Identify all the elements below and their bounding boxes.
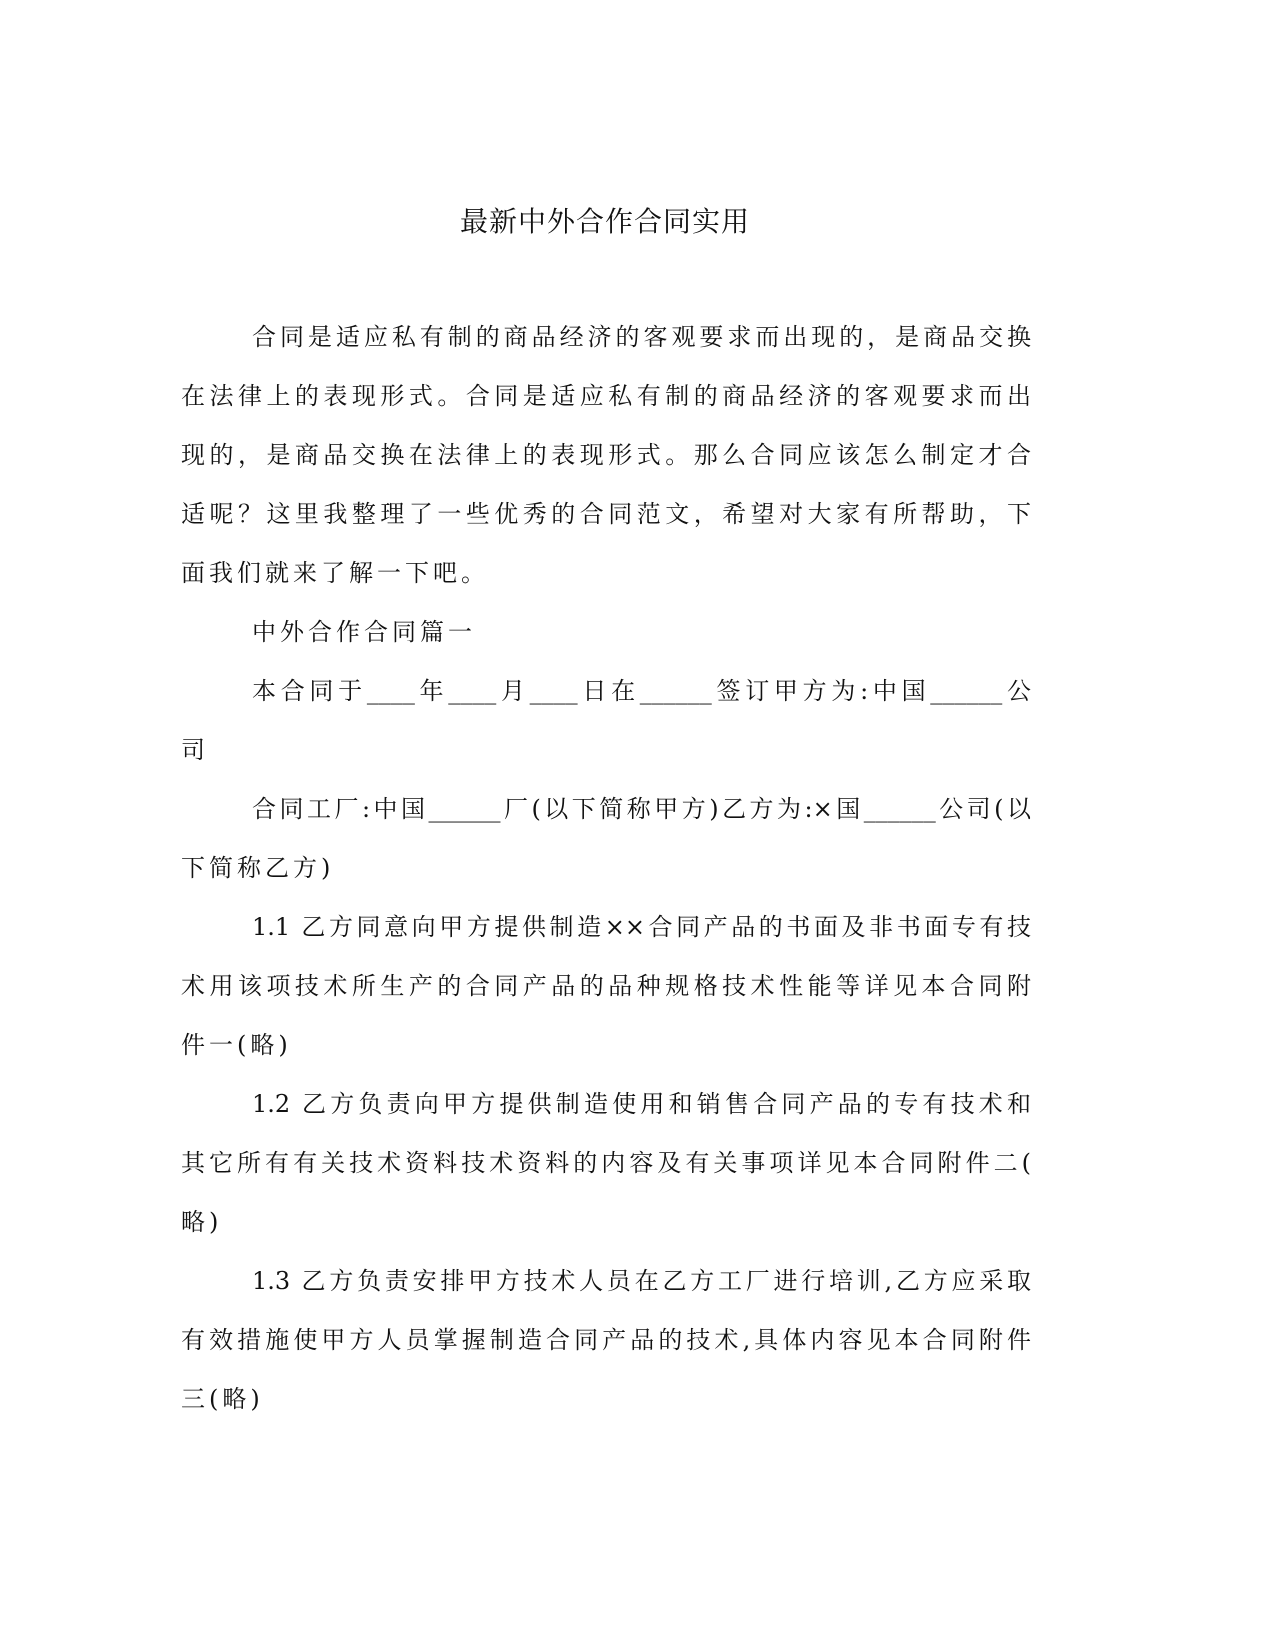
text-line: 合同工厂:中国______厂(以下简称甲方)乙方为:×国______公司(以 [252, 795, 1031, 823]
text-line: 在法律上的表现形式。合同是适应私有制的商品经济的客观要求而出 [181, 382, 1031, 410]
clause-1-1 [181, 898, 1031, 1075]
text-line: 件一(略) [181, 1031, 292, 1059]
document-body [181, 308, 1031, 1429]
text-line: 术用该项技术所生产的合同产品的品种规格技术性能等详见本合同附 [181, 972, 1031, 1000]
section-heading: 中外合作合同篇一 [252, 618, 476, 646]
text-line: 其它所有有关技术资料技术资料的内容及有关事项详见本合同附件二( [181, 1149, 1031, 1177]
text-line: 1.2 乙方负责向甲方提供制造使用和销售合同产品的专有技术和 [252, 1090, 1031, 1118]
text-line: 1.3 乙方负责安排甲方技术人员在乙方工厂进行培训,乙方应采取 [252, 1267, 1031, 1295]
text-line: 本合同于____年____月____日在______签订甲方为:中国______公 [252, 677, 1031, 705]
text-line: 司 [181, 736, 209, 764]
clause-1-2 [181, 1075, 1031, 1252]
document-title: 最新中外合作合同实用 [459, 205, 750, 238]
text-line: 适呢？这里我整理了一些优秀的合同范文，希望对大家有所帮助，下 [181, 500, 1031, 528]
text-line: 1.1 乙方同意向甲方提供制造××合同产品的书面及非书面专有技 [252, 913, 1031, 941]
text-line: 面我们就来了解一下吧。 [181, 559, 489, 587]
text-line: 合同是适应私有制的商品经济的客观要求而出现的，是商品交换 [252, 323, 1031, 351]
text-line: 现的，是商品交换在法律上的表现形式。那么合同应该怎么制定才合 [181, 441, 1031, 469]
text-line: 三(略) [181, 1385, 264, 1413]
clause-1-3 [181, 1252, 1031, 1429]
text-line: 下简称乙方) [181, 854, 335, 882]
paragraph-parties [181, 780, 1031, 898]
text-line: 有效措施使甲方人员掌握制造合同产品的技术,具体内容见本合同附件 [181, 1326, 1031, 1354]
text-line: 略) [181, 1208, 223, 1236]
paragraph-signing [181, 662, 1031, 780]
intro-paragraph [181, 308, 1031, 603]
